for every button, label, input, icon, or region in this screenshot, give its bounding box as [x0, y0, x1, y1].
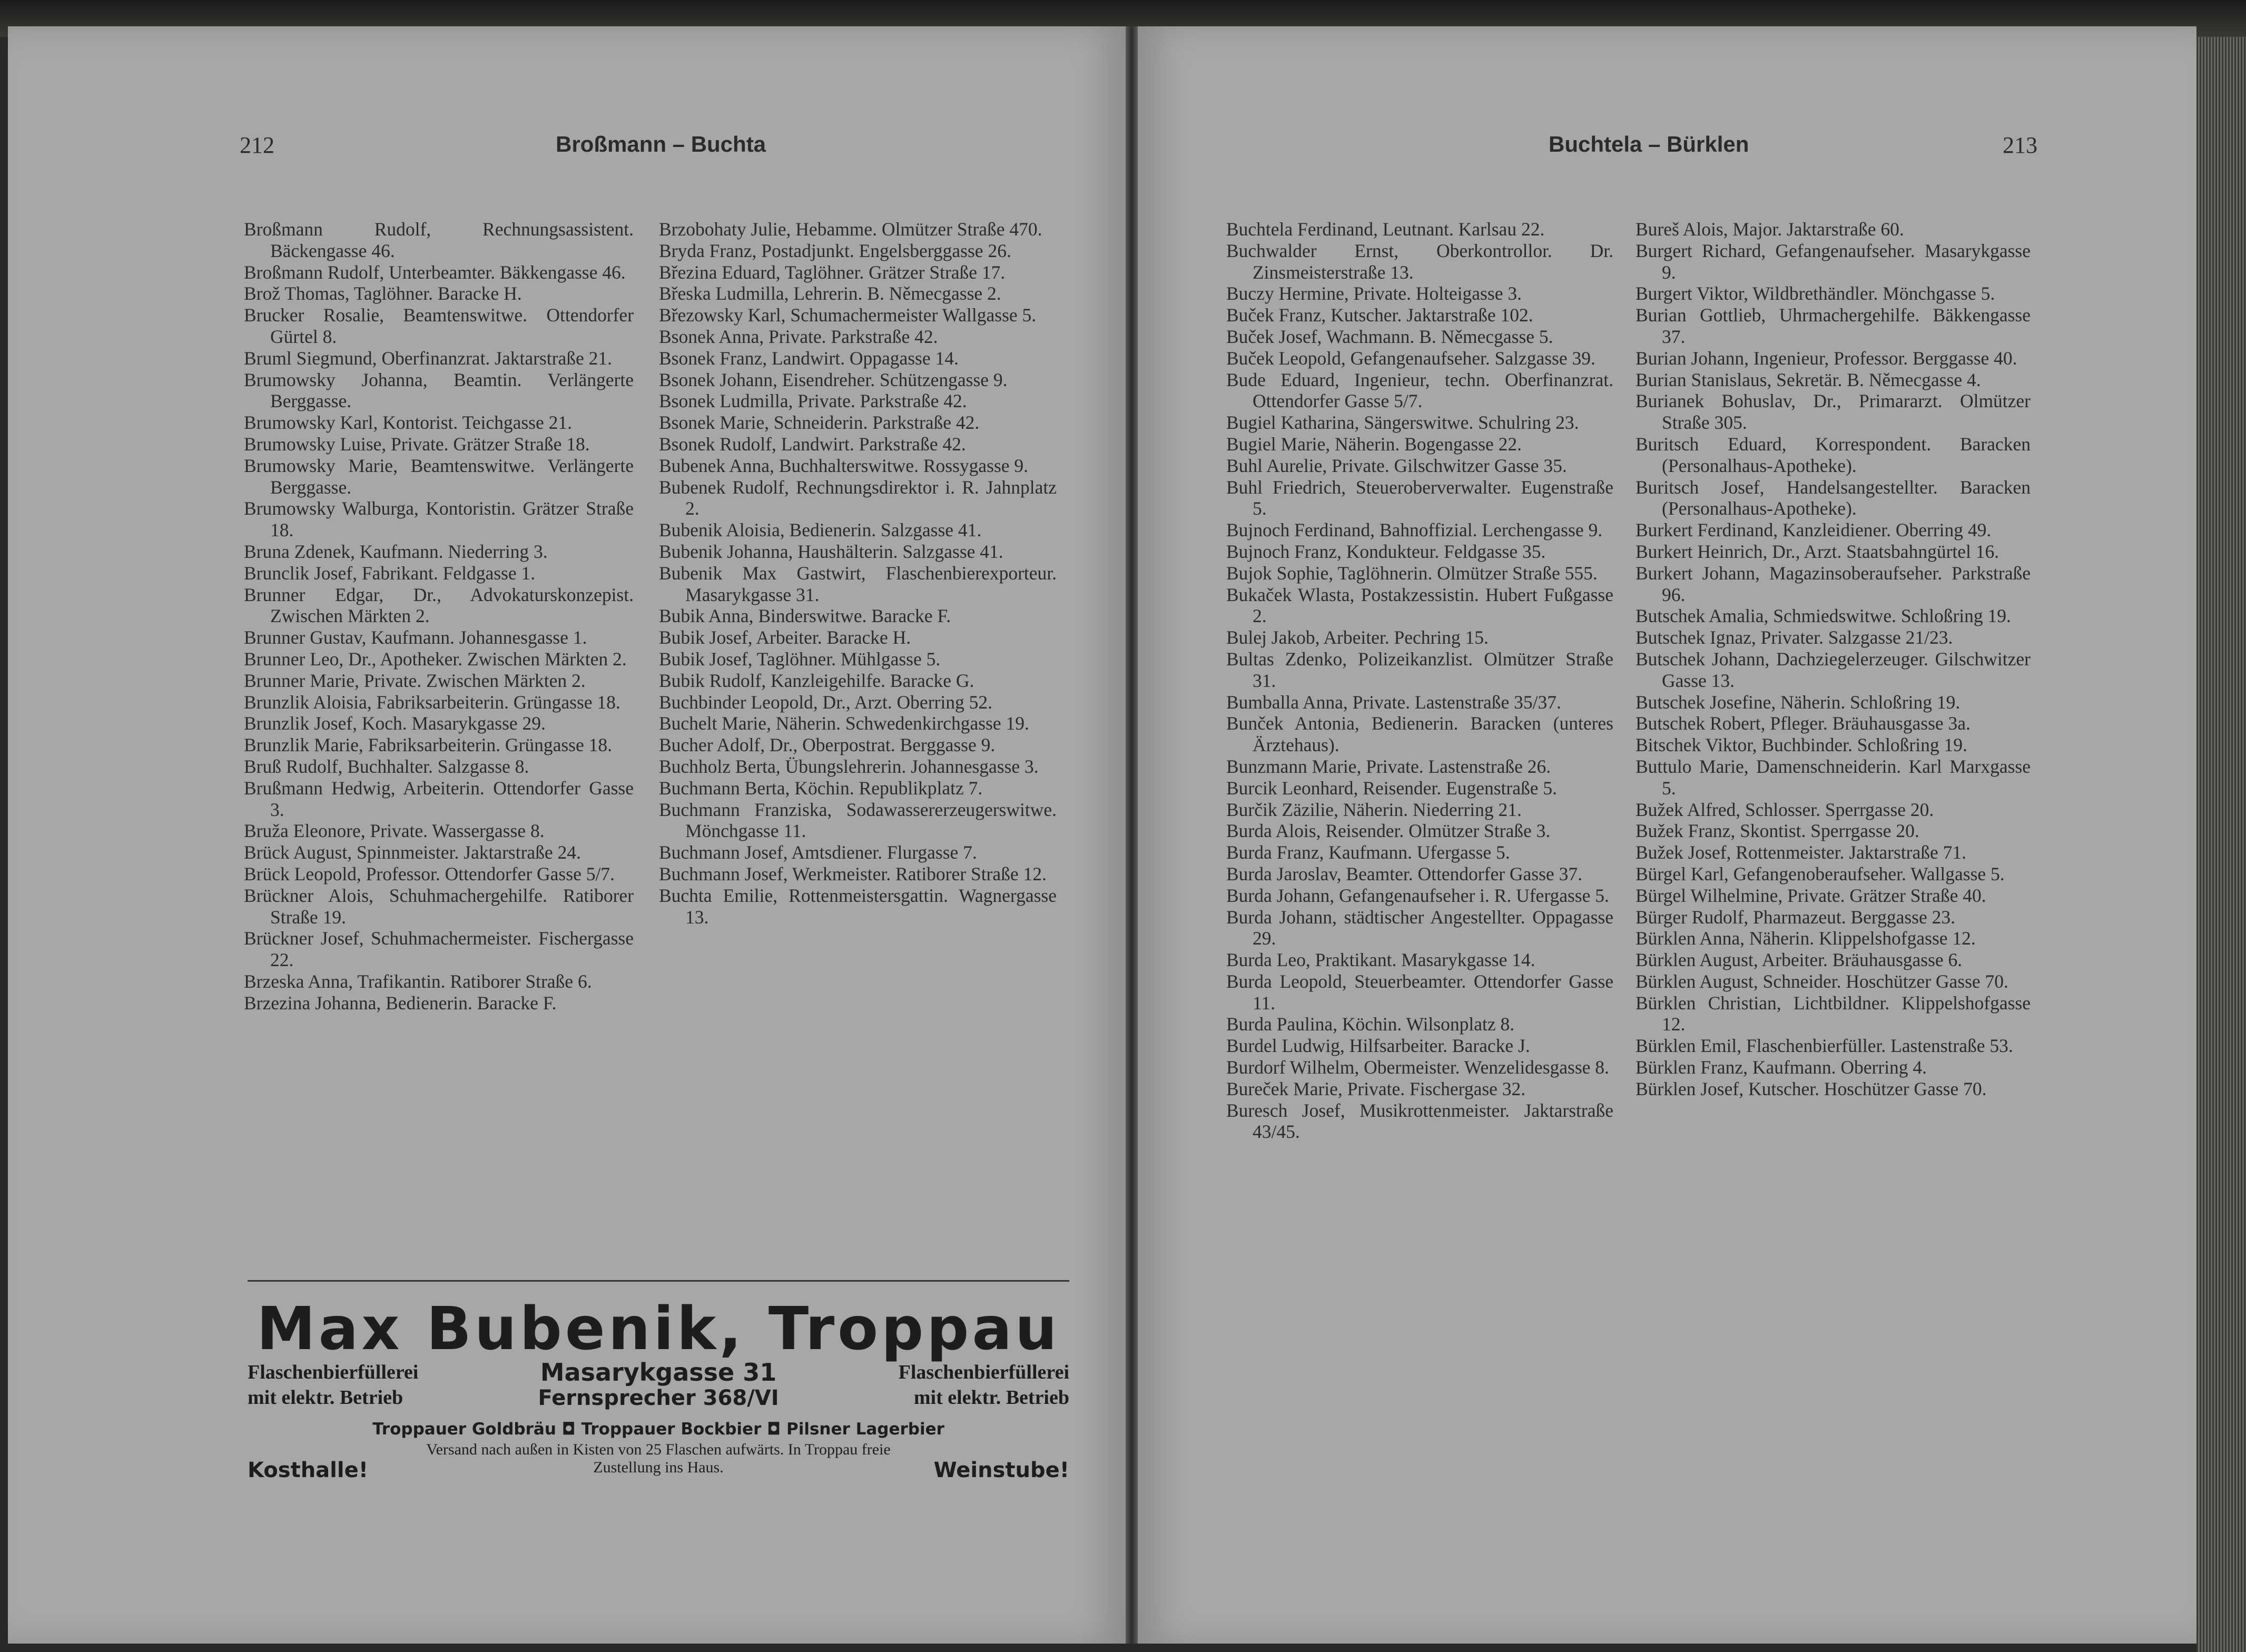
directory-entry: Brückner Josef, Schuhmachermeister. Fischergasse 22.: [244, 928, 634, 971]
directory-entry: Bucher Adolf, Dr., Oberpostrat. Berggasse 9.: [659, 734, 996, 756]
directory-entry: Brzobohaty Julie, Hebamme. Olmützer Straße 470.: [659, 219, 1042, 240]
directory-entry: Březina Eduard, Taglöhner. Grätzer Straße 17.: [659, 261, 1006, 283]
page-number: 212: [240, 132, 274, 158]
directory-entry: Burkert Johann, Magazinsoberaufseher. Parkstraße 96.: [1636, 562, 2031, 605]
directory-entry: Bureš Alois, Major. Jaktarstraße 60.: [1636, 219, 1904, 240]
directory-entry: Buritsch Josef, Handelsangestellter. Baracken (Personalhaus-Apotheke).: [1636, 476, 2031, 519]
directory-entry: Buritsch Eduard, Korrespondent. Baracken (Personalhaus-Apotheke).: [1636, 433, 2031, 476]
directory-entry: Bürger Rudolf, Pharmazeut. Berggasse 23.: [1636, 906, 1956, 928]
directory-entry: Buchbinder Leopold, Dr., Arzt. Oberring 52.: [659, 691, 992, 713]
directory-entry: Burgert Richard, Gefangenaufseher. Masarykgasse 9.: [1636, 240, 2031, 283]
directory-entry: Brunzlik Marie, Fabriksarbeiterin. Grüngasse 18.: [244, 734, 612, 756]
directory-entry: Bubik Anna, Binderswitwe. Baracke F.: [659, 605, 951, 627]
directory-entry: Bulej Jakob, Arbeiter. Pechring 15.: [1226, 627, 1489, 648]
directory-entry: Bitschek Viktor, Buchbinder. Schloßring 19.: [1636, 734, 1967, 756]
directory-entry: Bruml Siegmund, Oberfinanzrat. Jaktarstraße 21.: [244, 347, 612, 369]
left-column-1: [244, 219, 634, 1014]
directory-entry: Bunček Antonia, Bedienerin. Baracken (unteres Ärztehaus).: [1226, 713, 1613, 756]
directory-entry: Bsonek Franz, Landwirt. Oppagasse 14.: [659, 347, 959, 369]
directory-entry: Brück August, Spinnmeister. Jaktarstraße 24.: [244, 842, 581, 863]
directory-entry: Brumowsky Johanna, Beamtin. Verlängerte Berggasse.: [244, 369, 634, 412]
directory-entry: Bubik Josef, Arbeiter. Baracke H.: [659, 627, 911, 648]
ad-note-line1: Versand nach außen in Kisten von 25 Flaschen aufwärts. In Troppau freie: [426, 1441, 891, 1458]
directory-entry: Bunzmann Marie, Private. Lastenstraße 26.: [1226, 755, 1551, 777]
directory-entry: Bürklen Emil, Flaschenbierfüller. Lastenstraße 53.: [1636, 1035, 2013, 1057]
directory-entry: Buček Leopold, Gefangenaufseher. Salzgasse 39.: [1226, 347, 1595, 369]
directory-entry: Bürklen Anna, Näherin. Klippelshofgasse 12.: [1636, 928, 1976, 949]
ad-note-line2: Zustellung ins Haus.: [593, 1459, 724, 1476]
directory-entry: Buchholz Berta, Übungslehrerin. Johannesgasse 3.: [659, 755, 1039, 777]
ad-left-line1: Flaschenbierfüllerei: [248, 1361, 419, 1383]
directory-entry: Burda Jaroslav, Beamter. Ottendorfer Gasse 37.: [1226, 863, 1582, 884]
directory-entry: Bruß Rudolf, Buchhalter. Salzgasse 8.: [244, 755, 529, 777]
directory-entry: Buhl Friedrich, Steueroberverwalter. Eugenstraße 5.: [1226, 476, 1613, 519]
directory-entry: Bsonek Anna, Private. Parkstraße 42.: [659, 326, 938, 347]
directory-entry: Brück Leopold, Professor. Ottendorfer Gasse 5/7.: [244, 863, 615, 884]
directory-entry: Buchwalder Ernst, Oberkontrollor. Dr. Zinsmeisterstraße 13.: [1226, 240, 1613, 283]
directory-entry: Broßmann Rudolf, Unterbeamter. Bäkkengasse 46.: [244, 261, 626, 283]
directory-entry: Burian Johann, Ingenieur, Professor. Berggasse 40.: [1636, 347, 2017, 369]
book-gutter: [1126, 26, 1138, 1644]
directory-entry: Burian Stanislaus, Sekretär. B. Němecgasse 4.: [1636, 369, 1981, 390]
directory-entry: Butschek Johann, Dachziegelerzeuger. Gilschwitzer Gasse 13.: [1636, 648, 2031, 691]
directory-entry: Burda Leo, Praktikant. Masarykgasse 14.: [1226, 949, 1535, 971]
directory-entry: Butschek Josefine, Näherin. Schloßring 19.: [1636, 691, 1961, 713]
directory-entry: Brunzlik Aloisia, Fabriksarbeiterin. Grüngasse 18.: [244, 691, 620, 713]
directory-entry: Burkert Heinrich, Dr., Arzt. Staatsbahngürtel 16.: [1636, 540, 1999, 562]
ad-left-footer: Kosthalle!: [248, 1458, 368, 1482]
directory-entry: Bugiel Marie, Näherin. Bogengasse 22.: [1226, 433, 1522, 455]
right-column-1: [1226, 219, 1613, 1143]
page-number: 213: [2003, 132, 2037, 158]
left-page: [8, 26, 1126, 1644]
directory-entry: Bürklen August, Schneider. Hoschützer Gasse 70.: [1636, 970, 2008, 992]
right-page: [1138, 26, 2196, 1644]
directory-entry: Bruna Zdenek, Kaufmann. Niederring 3.: [244, 540, 548, 562]
ad-name: Max Bubenik, Troppau: [257, 1295, 1060, 1363]
right-page-header: [1138, 132, 2196, 179]
directory-entry: Bubenek Anna, Buchhalterswitwe. Rossygasse 9.: [659, 455, 1029, 476]
directory-entry: Brzeska Anna, Trafikantin. Ratiborer Straße 6.: [244, 970, 592, 992]
ad-right-line2: mit elektr. Betrieb: [913, 1386, 1069, 1409]
ad-address: Masarykgasse 31: [540, 1358, 777, 1386]
directory-entry: Bubenik Johanna, Haushälterin. Salzgasse 41.: [659, 540, 1003, 562]
directory-entry: Burdel Ludwig, Hilfsarbeiter. Baracke J.: [1226, 1035, 1530, 1057]
directory-entry: Burda Johann, städtischer Angestellter. Oppagasse 29.: [1226, 906, 1613, 949]
directory-entry: Buchmann Berta, Köchin. Republikplatz 7.: [659, 777, 983, 799]
running-head: Broßmann – Buchta: [556, 132, 766, 156]
directory-entry: Brunner Gustav, Kaufmann. Johannesgasse 1.: [244, 627, 587, 648]
directory-entry: Bužek Franz, Skontist. Sperrgasse 20.: [1636, 820, 1919, 842]
directory-entry: Bubik Josef, Taglöhner. Mühlgasse 5.: [659, 648, 941, 670]
ad-beers: Troppauer Goldbräu ◘ Troppauer Bockbier ◘ Pilsner Lagerbier: [372, 1420, 944, 1439]
directory-entry: Brunzlik Josef, Koch. Masarykgasse 29.: [244, 713, 546, 734]
directory-entry: Bryda Franz, Postadjunkt. Engelsberggasse 26.: [659, 240, 1011, 261]
directory-entry: Buttulo Marie, Damenschneiderin. Karl Marxgasse 5.: [1636, 755, 2031, 799]
directory-entry: Burda Paulina, Köchin. Wilsonplatz 8.: [1226, 1014, 1515, 1035]
directory-entry: Brunner Leo, Dr., Apotheker. Zwischen Märkten 2.: [244, 648, 627, 670]
left-column-2: [659, 219, 1057, 928]
directory-entry: Bumballa Anna, Private. Lastenstraße 35/37.: [1226, 691, 1561, 713]
ad-right-footer: Weinstube!: [933, 1458, 1069, 1482]
directory-entry: Buczy Hermine, Private. Holteigasse 3.: [1226, 283, 1522, 304]
page-stack-edge: [2196, 37, 2246, 1652]
directory-entry: Bürklen Franz, Kaufmann. Oberring 4.: [1636, 1057, 1927, 1078]
directory-entry: Bukaček Wlasta, Postakzessistin. Hubert Fußgasse 2.: [1226, 584, 1613, 627]
directory-entry: Butschek Ignaz, Privater. Salzgasse 21/23.: [1636, 627, 1953, 648]
directory-entry: Butschek Amalia, Schmiedswitwe. Schloßring 19.: [1636, 605, 2011, 627]
directory-entry: Bujok Sophie, Taglöhnerin. Olmützer Straße 555.: [1226, 562, 1598, 584]
directory-entry: Buček Franz, Kutscher. Jaktarstraße 102.: [1226, 304, 1533, 326]
directory-entry: Buchta Emilie, Rottenmeistersgattin. Wagnergasse 13.: [659, 884, 1057, 928]
directory-entry: Bruža Eleonore, Private. Wassergasse 8.: [244, 820, 545, 842]
directory-entry: Bsonek Rudolf, Landwirt. Parkstraße 42.: [659, 433, 966, 455]
directory-entry: Bubenik Aloisia, Bedienerin. Salzgasse 41.: [659, 519, 982, 541]
directory-entry: Břeska Ludmilla, Lehrerin. B. Němecgasse 2.: [659, 283, 1001, 304]
directory-entry: Brož Thomas, Taglöhner. Baracke H.: [244, 283, 522, 304]
directory-entry: Broßmann Rudolf, Rechnungsassistent. Bäckengasse 46.: [244, 219, 634, 261]
directory-entry: Bujnoch Ferdinand, Bahnoffizial. Lerchengasse 9.: [1226, 519, 1603, 541]
directory-entry: Buhl Aurelie, Private. Gilschwitzer Gasse 35.: [1226, 455, 1567, 476]
directory-entry: Bürgel Karl, Gefangenoberaufseher. Wallgasse 5.: [1636, 863, 2005, 884]
directory-entry: Brumowsky Karl, Kontorist. Teichgasse 21.: [244, 412, 572, 434]
directory-entry: Brunclik Josef, Fabrikant. Feldgasse 1.: [244, 562, 536, 584]
directory-entry: Březowsky Karl, Schumachermeister Wallgasse 5.: [659, 304, 1037, 326]
directory-entry: Buček Josef, Wachmann. B. Němecgasse 5.: [1226, 326, 1553, 347]
directory-entry: Buchmann Josef, Werkmeister. Ratiborer Straße 12.: [659, 863, 1047, 884]
directory-entry: Bureček Marie, Private. Fischergase 32.: [1226, 1078, 1526, 1099]
ad-left-line2: mit elektr. Betrieb: [248, 1386, 403, 1409]
directory-entry: Brzezina Johanna, Bedienerin. Baracke F.: [244, 992, 557, 1014]
directory-entry: Bürklen Christian, Lichtbildner. Klippelshofgasse 12.: [1636, 992, 2031, 1035]
advertisement: [248, 1280, 1069, 1503]
directory-entry: Burian Gottlieb, Uhrmachergehilfe. Bäkkengasse 37.: [1636, 304, 2031, 347]
directory-entry: Burda Johann, Gefangenaufseher i. R. Ufergasse 5.: [1226, 884, 1609, 906]
directory-entry: Burianek Bohuslav, Dr., Primararzt. Olmützer Straße 305.: [1636, 390, 2031, 434]
directory-entry: Burcik Leonhard, Reisender. Eugenstraße 5.: [1226, 777, 1557, 799]
directory-entry: Burda Leopold, Steuerbeamter. Ottendorfer Gasse 11.: [1226, 970, 1613, 1014]
directory-entry: Bultas Zdenko, Polizeikanzlist. Olmützer Straße 31.: [1226, 648, 1613, 691]
directory-entry: Butschek Robert, Pfleger. Bräuhausgasse 3a.: [1636, 713, 1971, 734]
right-column-2: [1636, 219, 2031, 1100]
running-head: Buchtela – Bürklen: [1549, 132, 1749, 156]
directory-entry: Brußmann Hedwig, Arbeiterin. Ottendorfer Gasse 3.: [244, 777, 634, 820]
directory-entry: Bürgel Wilhelmine, Private. Grätzer Straße 40.: [1636, 884, 1986, 906]
directory-entry: Brumowsky Marie, Beamtenswitwe. Verlängerte Berggasse.: [244, 455, 634, 498]
directory-entry: Bürklen August, Arbeiter. Bräuhausgasse 6.: [1636, 949, 1963, 971]
directory-entry: Bugiel Katharina, Sängerswitwe. Schulring 23.: [1226, 412, 1579, 434]
ad-right-line1: Flaschenbierfüllerei: [898, 1361, 1069, 1383]
directory-entry: Brucker Rosalie, Beamtenswitwe. Ottendorfer Gürtel 8.: [244, 304, 634, 347]
directory-entry: Bsonek Marie, Schneiderin. Parkstraße 42.: [659, 412, 980, 434]
directory-entry: Burčik Zäzilie, Näherin. Niederring 21.: [1226, 799, 1522, 820]
directory-entry: Buresch Josef, Musikrottenmeister. Jaktarstraße 43/45.: [1226, 1099, 1613, 1143]
directory-entry: Buchelt Marie, Näherin. Schwedenkirchgasse 19.: [659, 713, 1029, 734]
directory-entry: Brunner Edgar, Dr., Advokaturskonzepist. Zwischen Märkten 2.: [244, 584, 634, 627]
directory-entry: Brumowsky Walburga, Kontoristin. Grätzer Straße 18.: [244, 498, 634, 541]
directory-entry: Burgert Viktor, Wildbrethändler. Mönchgasse 5.: [1636, 283, 1995, 304]
directory-entry: Buchmann Franziska, Sodawassererzeugerswitwe. Mönchgasse 11.: [659, 799, 1057, 842]
directory-entry: Bujnoch Franz, Kondukteur. Feldgasse 35.: [1226, 540, 1546, 562]
directory-entry: Bürklen Josef, Kutscher. Hoschützer Gasse 70.: [1636, 1078, 1987, 1099]
directory-entry: Bsonek Johann, Eisendreher. Schützengasse 9.: [659, 369, 1008, 390]
directory-entry: Bužek Josef, Rottenmeister. Jaktarstraße 71.: [1636, 842, 1966, 863]
directory-entry: Bubenek Rudolf, Rechnungsdirektor i. R. Jahnplatz 2.: [659, 476, 1057, 519]
left-page-header: [8, 132, 1126, 179]
directory-entry: Brunner Marie, Private. Zwischen Märkten 2.: [244, 670, 586, 691]
directory-entry: Bude Eduard, Ingenieur, techn. Oberfinanzrat. Ottendorfer Gasse 5/7.: [1226, 369, 1613, 412]
directory-entry: Bužek Alfred, Schlosser. Sperrgasse 20.: [1636, 799, 1934, 820]
directory-entry: Bubenik Max Gastwirt, Flaschenbierexporteur. Masarykgasse 31.: [659, 562, 1057, 605]
directory-entry: Bsonek Ludmilla, Private. Parkstraße 42.: [659, 390, 967, 412]
directory-entry: Burdorf Wilhelm, Obermeister. Wenzelidesgasse 8.: [1226, 1057, 1609, 1078]
ad-phone: Fernsprecher 368/VI: [538, 1386, 779, 1410]
directory-entry: Buchmann Josef, Amtsdiener. Flurgasse 7.: [659, 842, 977, 863]
directory-entry: Burda Alois, Reisender. Olmützer Straße 3.: [1226, 820, 1551, 842]
directory-entry: Burda Franz, Kaufmann. Ufergasse 5.: [1226, 842, 1510, 863]
directory-entry: Brumowsky Luise, Private. Grätzer Straße 18.: [244, 433, 590, 455]
directory-entry: Brückner Alois, Schuhmachergehilfe. Ratiborer Straße 19.: [244, 884, 634, 928]
directory-entry: Bubik Rudolf, Kanzleigehilfe. Baracke G.: [659, 670, 974, 691]
directory-entry: Burkert Ferdinand, Kanzleidiener. Oberring 49.: [1636, 519, 1992, 541]
directory-entry: Buchtela Ferdinand, Leutnant. Karlsau 22.: [1226, 219, 1545, 240]
